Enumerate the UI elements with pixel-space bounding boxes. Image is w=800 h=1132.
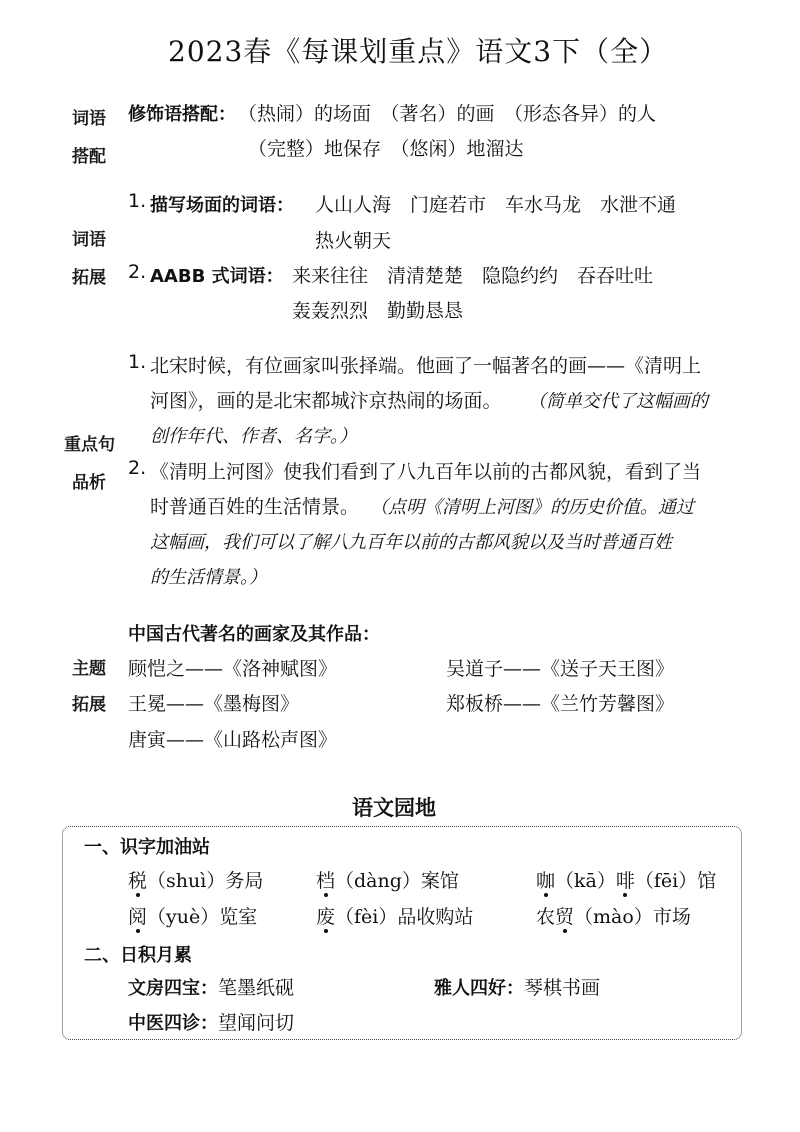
section-label-collocation-2: 搭配 bbox=[72, 147, 106, 167]
theme-heading: 中国古代著名的画家及其作品： bbox=[128, 624, 380, 645]
sentence-1-number: 1. bbox=[128, 351, 147, 373]
expansion-item-1-number: 1. bbox=[128, 190, 147, 212]
section-label-sentences-1: 重点句 bbox=[64, 435, 115, 455]
expansion-item-1-heading: 描写场面的词语： bbox=[150, 195, 294, 216]
collocation-row-1: （热闹）的场面 （著名）的画 （形态各异）的人 bbox=[238, 103, 657, 125]
idiom-item-2 bbox=[434, 973, 600, 1000]
theme-work-2: 吴道子——《送子天王图》 bbox=[446, 658, 675, 680]
sentence-2-note-2: 这幅画，我们可以了解八九百年以前的古都风貌以及当时普通百姓 bbox=[150, 532, 672, 553]
expansion-item-2-words: 来来往往 清清楚楚 隐隐约约 吞吞吐吐 bbox=[292, 265, 654, 287]
char-dotted: 阅 bbox=[128, 906, 148, 928]
char-item-1 bbox=[128, 866, 263, 893]
char-pinyin: （dàng） bbox=[335, 870, 421, 892]
idiom-label: 雅人四好： bbox=[434, 978, 524, 999]
char-rest: 馆 bbox=[697, 870, 717, 892]
expansion-item-2-words-2: 轰轰烈烈 勤勤恳恳 bbox=[292, 300, 464, 322]
char-pinyin: （mào） bbox=[574, 906, 653, 928]
char-dotted: 废 bbox=[316, 906, 336, 928]
section-label-expansion-1: 词语 bbox=[72, 230, 106, 250]
char-rest: 市场 bbox=[652, 906, 691, 928]
char-item-5 bbox=[316, 902, 473, 929]
garden-part-2-heading: 二、日积月累 bbox=[84, 945, 192, 966]
theme-work-5: 唐寅——《山路松声图》 bbox=[128, 729, 338, 751]
section-label-expansion-2: 拓展 bbox=[72, 268, 106, 288]
sentence-1-line-2: 河图》，画的是北宋都城汴京热闹的场面。 bbox=[150, 390, 502, 412]
sentence-2-note: （点明《清明上河图》的历史价值。通过 bbox=[370, 497, 694, 518]
theme-work-1: 顾恺之——《洛神赋图》 bbox=[128, 658, 338, 680]
sentence-1-note-2: 创作年代、作者、名字。） bbox=[150, 426, 357, 447]
idiom-item-1 bbox=[128, 973, 294, 1000]
idiom-item-3 bbox=[128, 1008, 294, 1035]
char-pinyin: （yuè） bbox=[147, 906, 220, 928]
char-item-4 bbox=[128, 902, 257, 929]
collocation-heading: 修饰语搭配： bbox=[128, 104, 236, 125]
char-prefix: 农 bbox=[536, 906, 556, 928]
char-rest: 务局 bbox=[225, 870, 264, 892]
collocation-row-2: （完整）地保存 （悠闲）地溜达 bbox=[248, 138, 524, 160]
char-dotted: 档 bbox=[316, 870, 336, 892]
expansion-item-1-words: 人山人海 门庭若市 车水马龙 水泄不通 bbox=[315, 194, 677, 216]
char-dotted: 贸 bbox=[555, 906, 575, 928]
char-dotted: 税 bbox=[128, 870, 148, 892]
theme-work-3: 王冕——《墨梅图》 bbox=[128, 693, 300, 715]
sentence-1-line-1: 北宋时候，有位画家叫张择端。他画了一幅著名的画——《清明上 bbox=[150, 355, 702, 377]
idiom-label: 中医四诊： bbox=[128, 1013, 218, 1034]
char-pinyin: （fèi） bbox=[335, 906, 398, 928]
char-pinyin: （shuì） bbox=[147, 870, 226, 892]
expansion-item-1-words-2: 热火朝天 bbox=[315, 230, 392, 252]
char-rest: 览室 bbox=[219, 906, 258, 928]
sentence-2-line-2: 时普通百姓的生活情景。 bbox=[150, 496, 360, 518]
char-dotted: 咖 bbox=[536, 870, 556, 892]
expansion-item-2-heading: AABB 式词语： bbox=[150, 266, 284, 287]
idiom-value: 望闻问切 bbox=[218, 1012, 295, 1034]
section-label-sentences-2: 品析 bbox=[72, 473, 106, 493]
idiom-label: 文房四宝： bbox=[128, 978, 218, 999]
page-title: 2023春《每课划重点》语文3下（全） bbox=[168, 35, 669, 68]
char-dotted-2: 啡 bbox=[615, 870, 635, 892]
char-pinyin: （kā） bbox=[555, 870, 616, 892]
sentence-2-note-3: 的生活情景。） bbox=[150, 567, 267, 588]
char-item-3 bbox=[536, 866, 716, 893]
sentence-1-note: （简单交代了这幅画的 bbox=[528, 391, 708, 412]
idiom-value: 笔墨纸砚 bbox=[218, 977, 295, 999]
garden-part-1-heading: 一、识字加油站 bbox=[84, 837, 210, 858]
garden-title: 语文园地 bbox=[352, 796, 436, 820]
char-rest: 案馆 bbox=[420, 870, 459, 892]
theme-work-4: 郑板桥——《兰竹芳馨图》 bbox=[446, 693, 675, 715]
expansion-item-2-number: 2. bbox=[128, 261, 147, 283]
sentence-2-line-1: 《清明上河图》使我们看到了八九百年以前的古都风貌，看到了当 bbox=[150, 461, 702, 483]
section-label-theme-2: 拓展 bbox=[72, 695, 106, 715]
section-label-collocation-1: 词语 bbox=[72, 109, 106, 129]
char-item-2 bbox=[316, 866, 459, 893]
section-label-theme-1: 主题 bbox=[72, 659, 106, 679]
idiom-value: 琴棋书画 bbox=[524, 977, 601, 999]
char-pinyin-2: （fēi） bbox=[634, 870, 698, 892]
char-rest: 品收购站 bbox=[397, 906, 474, 928]
sentence-2-number: 2. bbox=[128, 457, 147, 479]
char-item-6 bbox=[536, 902, 691, 929]
